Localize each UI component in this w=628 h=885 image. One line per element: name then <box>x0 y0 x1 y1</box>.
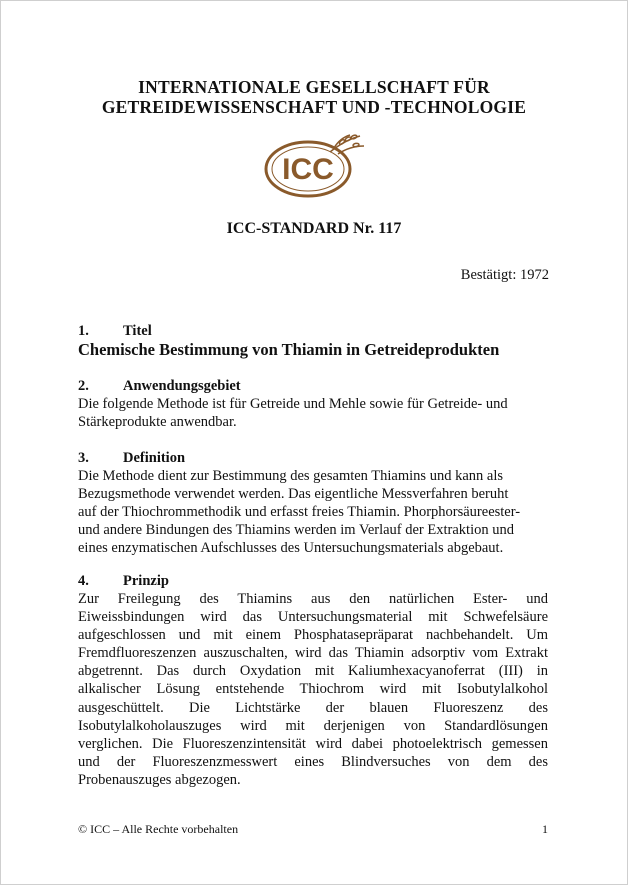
body-line: abgetrennt. Das durch Oxydation mit Kaliumhexacyanoferrat (III) in <box>78 663 548 680</box>
footer-copyright: © ICC – Alle Rechte vorbehalten <box>78 822 239 836</box>
body-line: aufgeschlossen und mit einem Phosphatasepräparat nachbehandelt. Um <box>78 627 548 644</box>
section-title <box>78 322 548 359</box>
section-body <box>78 467 548 557</box>
section-label: Anwendungsgebiet <box>123 378 241 394</box>
body-line: Probenauszuges abgezogen. <box>78 771 241 788</box>
organization-name-line-2: GETREIDEWISSENSCHAFT UND -TECHNOLOGIE <box>101 97 527 117</box>
section-number: 3. <box>78 450 89 466</box>
section-body <box>78 590 548 789</box>
body-line: verglichen. Die Fluoreszenzintensität wird dabei photoelektrisch gemessen <box>78 735 548 752</box>
body-line: Eiweissbindungen wird das Untersuchungsmaterial mit Schwefelsäure <box>78 609 548 626</box>
section-number: 1. <box>78 323 89 339</box>
body-line: Stärkeprodukte anwendbar. <box>78 414 237 431</box>
section-label: Titel <box>123 323 152 339</box>
section-heading <box>78 449 548 467</box>
body-line: auf der Thiochrommethodik und erfasst freies Thiamin. Phorphorsäureester- <box>78 504 521 521</box>
footer-page-number: 1 <box>542 822 548 836</box>
section-heading <box>78 322 548 340</box>
organization-name-line-1: INTERNATIONALE GESELLSCHAFT FÜR <box>138 77 490 97</box>
section-body <box>78 395 548 431</box>
section-scope <box>78 377 548 431</box>
section-heading <box>78 572 548 590</box>
body-line: und andere Bindungen des Thiamins werden im Verlauf der Extraktion und <box>78 522 514 539</box>
body-line: Fremdfluoreszenzen auszuschalten, wird das Thiamin adsorptiv vom Extrakt <box>78 645 548 662</box>
body-line: ausgeschüttelt. Die Lichtstärke der blauen Fluoreszenz des <box>78 699 548 716</box>
logo-text: ICC <box>282 153 334 186</box>
section-label: Prinzip <box>123 573 169 589</box>
body-line: und der Fluoreszenzmesswert eines Blindversuches von dem des <box>78 753 548 770</box>
body-line: alkalischer Lösung entstehende Thiochrom wird mit Isobutylalkohol <box>78 681 548 698</box>
approval-date: Bestätigt: 1972 <box>460 267 549 283</box>
body-line: Zur Freilegung des Thiamins aus den natürlichen Ester- und <box>78 591 548 607</box>
section-number: 2. <box>78 378 89 394</box>
body-line: Bezugsmethode verwendet werden. Das eigentliche Messverfahren beruht <box>78 486 509 503</box>
body-line: Isobutylalkoholauszuges wird mit derjenigen von Standardlösungen <box>78 717 548 734</box>
body-line: Die Methode dient zur Bestimmung des gesamten Thiamins und kann als <box>78 468 503 484</box>
standard-title: ICC-STANDARD Nr. 117 <box>226 220 402 237</box>
body-line: Die folgende Methode ist für Getreide und Mehle sowie für Getreide- und <box>78 396 508 412</box>
section-heading <box>78 377 548 395</box>
section-label: Definition <box>123 450 186 466</box>
section-definition <box>78 449 548 557</box>
document-title: Chemische Bestimmung von Thiamin in Getreideprodukten <box>78 340 500 359</box>
section-number: 4. <box>78 573 89 589</box>
section-principle <box>78 572 548 789</box>
icc-logo <box>260 132 370 202</box>
body-line: eines enzymatischen Aufschlusses des Untersuchungsmaterials abgebaut. <box>78 540 504 557</box>
